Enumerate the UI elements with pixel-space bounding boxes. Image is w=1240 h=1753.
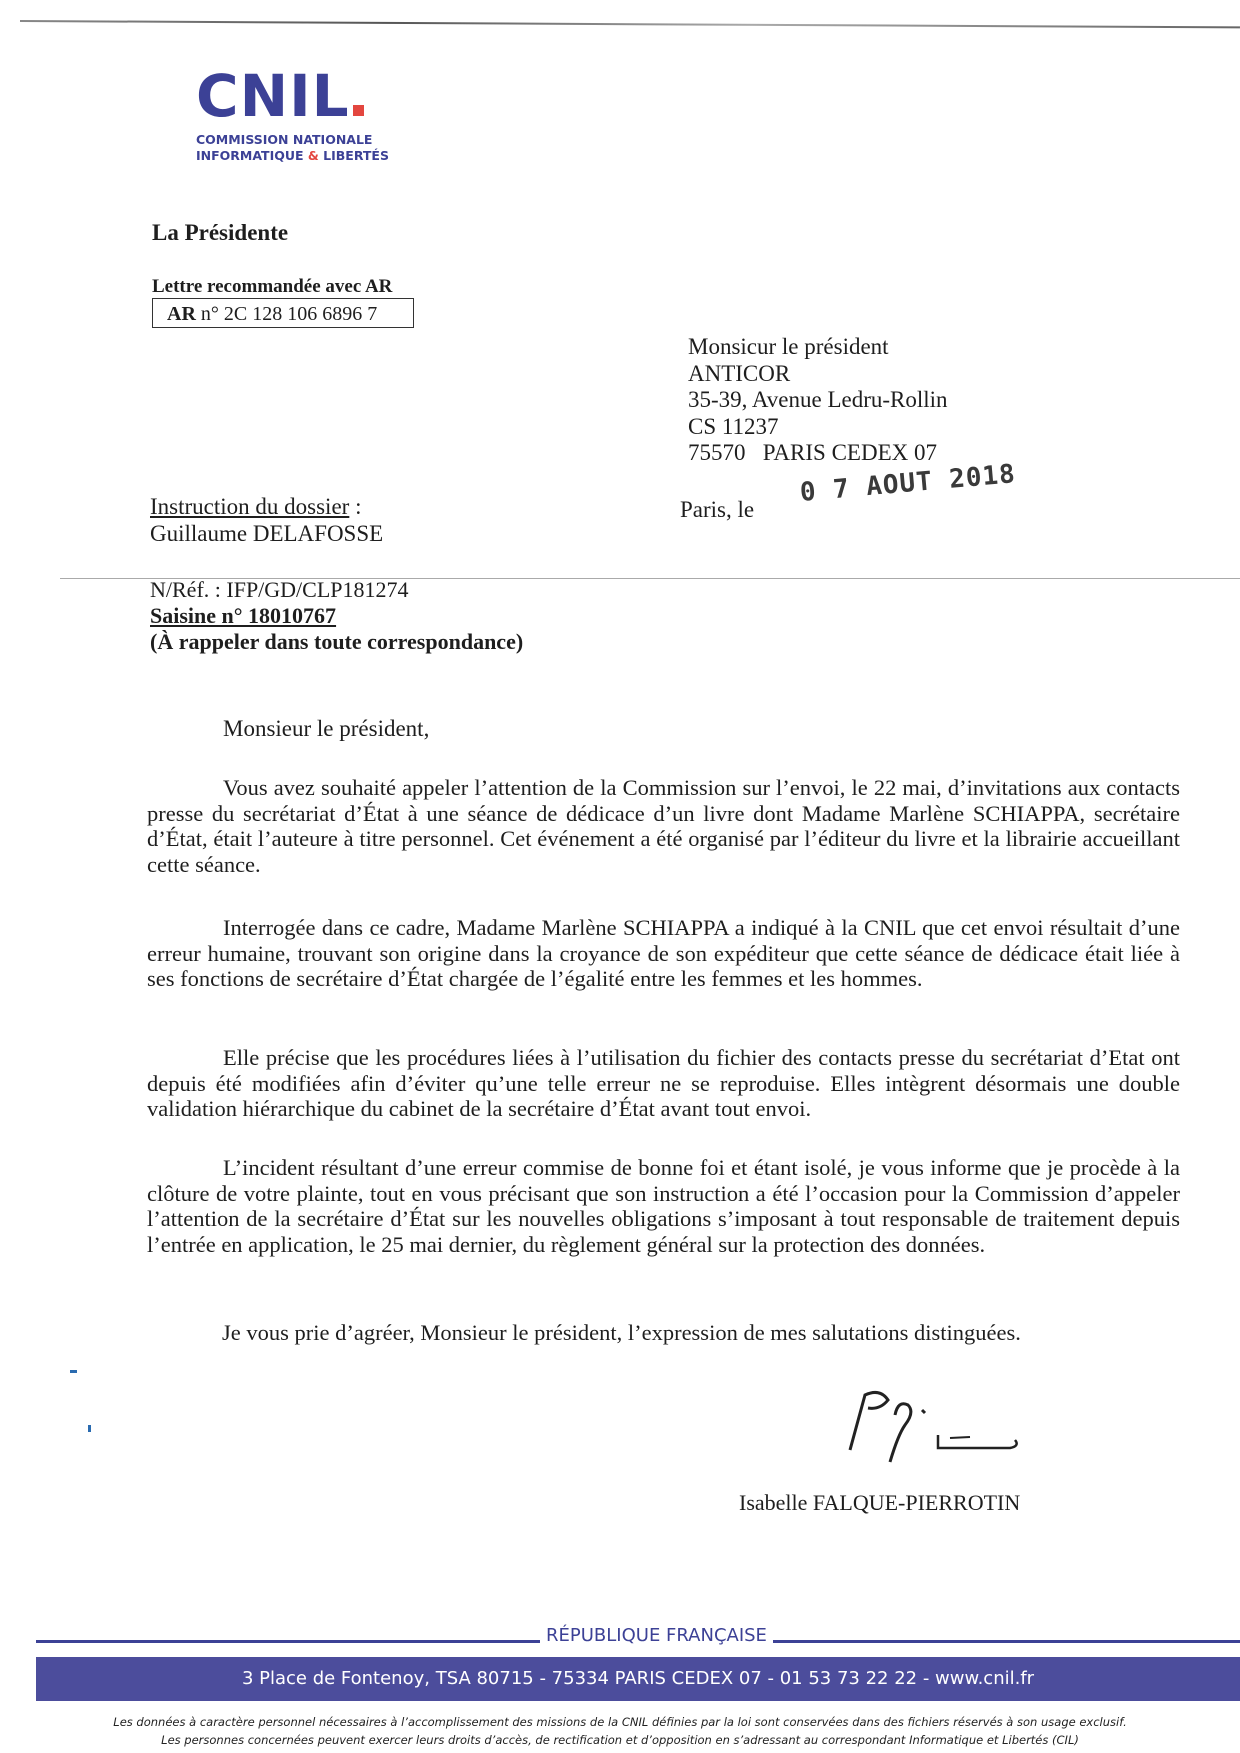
- recipient-line: Monsicur le président: [688, 334, 889, 359]
- ar-number-box: [152, 298, 414, 328]
- footer-address-banner: 3 Place de Fontenoy, TSA 80715 - 75334 PARIS CEDEX 07 - 01 53 73 22 22 - www.cnil.fr: [36, 1657, 1240, 1701]
- scan-speck: [70, 1370, 77, 1373]
- handwritten-signature: [820, 1380, 1080, 1475]
- scan-speck: [88, 1425, 91, 1432]
- mail-type: Lettre recommandée avec AR: [152, 276, 393, 297]
- ar-number: n° 2C 128 106 6896 7: [195, 303, 378, 325]
- logo-subtitle-line1: COMMISSION NATIONALE: [196, 132, 373, 147]
- letter-paragraph: Interrogée dans ce cadre, Madame Marlène SCHIAPPA a indiqué à la CNIL que cet envoi résultait d’une erreur humaine, trouvant son origine dans la croyance de son expéditeur que cette séance de dédicace était liée à ses fonctions de secrétaire d’État chargée de l’égalité entre les femmes et les hommes.: [147, 915, 1180, 991]
- case-instruction: [150, 493, 383, 547]
- closing-formula: Je vous prie d’agréer, Monsieur le président, l’expression de mes salutations distinguées.: [222, 1320, 1021, 1345]
- letter-paragraph: Elle précise que les procédures liées à l’utilisation du fichier des contacts presse du secrétariat d’Etat ont depuis été modifiées afin d’éviter qu’une telle erreur ne se reproduise. Elles intègrent désormais une double validation hiérarchique du cabinet de la secrétaire d’État avant tout envoi.: [147, 1045, 1180, 1121]
- republique-francaise: RÉPUBLIQUE FRANÇAISE: [540, 1625, 773, 1646]
- instruction-label: Instruction du dossier: [150, 494, 350, 519]
- date-stamp: 0 7 AOUT 2018: [798, 459, 1017, 508]
- letter-paragraph: L’incident résultant d’une erreur commise de bonne foi et étant isolé, je vous informe que je procède à la clôture de votre plainte, tout en vous précisant que son instruction a été l’occasion pour la Commission d’appeler l’attention de la secrétaire d’État sur les nouvelles obligations s’imposant à tout responsable de traitement depuis l’entrée en application, le 25 mai dernier, du règlement général sur la protection des données.: [147, 1155, 1180, 1257]
- recipient-line: CS 11237: [688, 413, 779, 439]
- recipient-line: ANTICOR: [688, 360, 791, 386]
- instruction-colon: :: [349, 494, 362, 519]
- sender-title: La Présidente: [152, 220, 289, 245]
- scan-top-edge-line: [20, 20, 1240, 28]
- ar-label: AR: [167, 303, 196, 325]
- logo-wordmark: CNIL: [196, 62, 350, 130]
- date-place: Paris, le: [680, 497, 755, 522]
- legal-notice-line: Les personnes concernées peuvent exercer leurs droits d’accès, de rectification et d’opposition en s’adressant au correspondant Informatique et Libertés (CIL): [161, 1733, 1079, 1747]
- letter-paragraph: Vous avez souhaité appeler l’attention de la Commission sur l’envoi, le 22 mai, d’invitations aux contacts presse du secrétariat d’État à une séance de dédicace d’un livre dont Madame Marlène SCHIAPPA, secrétaire d’État, était l’auteure à titre personnel. Cet événement a été organisé par l’éditeur du livre et la librairie accueillant cette séance.: [147, 775, 1180, 877]
- recipient-line: 75570 PARIS CEDEX 07: [688, 440, 937, 465]
- logo-subtitle-line2b: LIBERTÉS: [318, 148, 389, 163]
- reference-block: [150, 577, 523, 655]
- our-reference: N/Réf. : IFP/GD/CLP181274: [150, 577, 409, 602]
- logo-subtitle-line2a: INFORMATIQUE: [196, 148, 308, 163]
- legal-notice: [0, 1713, 1240, 1749]
- recipient-line: 35-39, Avenue Ledru-Rollin: [688, 387, 948, 412]
- cnil-logo: [196, 62, 389, 164]
- greeting: Monsieur le président,: [223, 716, 430, 741]
- signatory-name: Isabelle FALQUE-PIERROTIN: [739, 1490, 1021, 1515]
- logo-red-dot: [353, 105, 364, 116]
- reference-note: (À rappeler dans toute correspondance): [150, 629, 524, 654]
- legal-notice-line: Les données à caractère personnel nécessaires à l’accomplissement des missions de la CNIL définies par la loi sont conservées dans des fichiers réservés à son usage exclusif.: [113, 1715, 1127, 1729]
- saisine-number: Saisine n° 18010767: [150, 603, 337, 628]
- recipient-address: [688, 334, 948, 467]
- logo-subtitle: [196, 132, 389, 164]
- instruction-name: Guillaume DELAFOSSE: [150, 521, 384, 546]
- logo-ampersand: &: [307, 148, 319, 163]
